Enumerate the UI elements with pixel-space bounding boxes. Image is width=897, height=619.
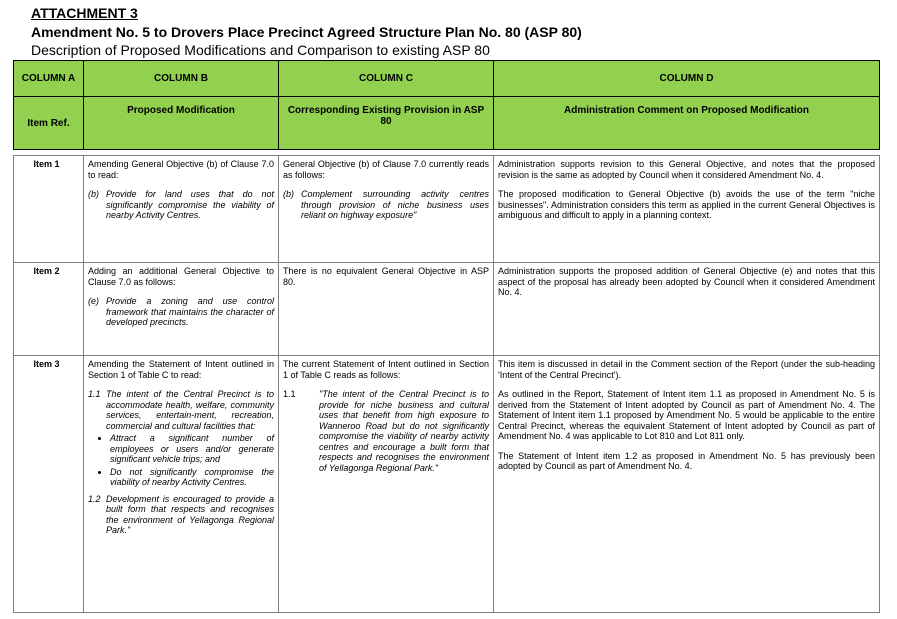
proposed-clause [88, 189, 274, 221]
column-header-table [13, 60, 880, 150]
clause-text: Provide for land uses that do not significantly compromise the viability of nearby Activity Centres. [106, 189, 274, 220]
clause-text: Provide a zoning and use control framework that maintains the character of developed precincts. [106, 296, 274, 327]
document-title: Amendment No. 5 to Drovers Place Precinct Agreed Structure Plan No. 80 (ASP 80) [31, 24, 582, 40]
proposed-modification-cell [84, 156, 279, 263]
column-d-header: COLUMN D [494, 61, 880, 97]
column-c-label: Corresponding Existing Provision in ASP 80 [279, 97, 494, 150]
proposed-clause [88, 296, 274, 328]
existing-provision-cell [279, 356, 494, 613]
proposed-modification-cell [84, 263, 279, 356]
proposed-clause-1-2 [88, 494, 274, 536]
administration-comment-cell [494, 263, 880, 356]
item-ref: Item 3 [14, 356, 84, 613]
comment-paragraph: Administration supports revision to this General Objective, and notes that the proposed revision is the same as adopted by Council when it considered Amendment No. 4. [498, 159, 875, 180]
list-item: • Attract a significant number of employees or users and/or generate significant vehicle trips; and [110, 433, 274, 465]
existing-intro: General Objective (b) of Clause 7.0 currently reads as follows: [283, 159, 489, 180]
items-table [13, 155, 880, 613]
existing-intro: There is no equivalent General Objective in ASP 80. [283, 266, 489, 287]
clause-label: 1.1 [283, 389, 296, 399]
item-ref: Item 2 [14, 263, 84, 356]
table-row [14, 263, 880, 356]
clause-label: (b) [283, 189, 294, 199]
existing-intro: The current Statement of Intent outlined in Section 1 of Table C reads as follows: [283, 359, 489, 380]
column-b-header: COLUMN B [84, 61, 279, 97]
existing-clause [283, 189, 489, 221]
document-description: Description of Proposed Modifications and Comparison to existing ASP 80 [31, 42, 490, 58]
column-b-label: Proposed Modification [84, 97, 279, 150]
table-row [14, 156, 880, 263]
proposed-clause-1-1 [88, 389, 274, 431]
column-letter-row [14, 61, 880, 97]
clause-label: (e) [88, 296, 99, 306]
comment-paragraph: As outlined in the Report, Statement of Intent item 1.1 as proposed in Amendment No. 5 is derived from the Statement of Intent adopted by Council as part of Amendment No. 4. The Statement of Intent item 1.1 proposed by Amendment No. 5 would be applicable to the entire Central Precinct, whereas the equivalent Statement of Intent adopted by Council as part of Amendment No. 4 was applicable to Lot 810 and Lot 811 only. [498, 389, 875, 441]
existing-provision-cell [279, 263, 494, 356]
proposed-intro: Amending the Statement of Intent outlined in Section 1 of Table C to read: [88, 359, 274, 380]
clause-text: Complement surrounding activity centres through provision of niche business uses reliant on highway exposure" [301, 189, 489, 220]
administration-comment-cell [494, 156, 880, 263]
existing-clause [283, 389, 489, 473]
column-a-label: Item Ref. [14, 97, 84, 150]
proposed-intro: Adding an additional General Objective to Clause 7.0 as follows: [88, 266, 274, 287]
administration-comment-cell [494, 356, 880, 613]
comment-paragraph: The proposed modification to General Objective (b) avoids the use of the term "niche businesses". Administration considers this term as applied in the current General Objectives is ambiguous and difficult to apply in a planning context. [498, 189, 875, 220]
proposed-modification-cell [84, 356, 279, 613]
column-label-row [14, 97, 880, 150]
comment-paragraph: The Statement of Intent item 1.2 as proposed in Amendment No. 5 has previously been adopted by Council as part of Amendment No. 4. [498, 450, 875, 471]
existing-provision-cell [279, 156, 494, 263]
comment-paragraph: This item is discussed in detail in the Comment section of the Report (under the sub-heading 'Intent of the Central Precinct'). [498, 359, 875, 380]
clause-label: 1.1 [88, 389, 101, 399]
attachment-heading: ATTACHMENT 3 [31, 5, 138, 21]
column-d-label: Administration Comment on Proposed Modification [494, 97, 880, 150]
table-row [14, 356, 880, 613]
column-c-header: COLUMN C [279, 61, 494, 97]
list-item: • Do not significantly compromise the viability of nearby Activity Centres. [110, 467, 274, 488]
comment-paragraph: Administration supports the proposed addition of General Objective (e) and notes that this aspect of the proposal has already been adopted by Council when it considered Amendment No. 4. [498, 266, 875, 297]
clause-text: "The intent of the Central Precinct is to provide for niche business and cultural uses that benefit from high exposure to Wanneroo Road but do not significantly compromise the viability of nearby activity centres and encourage a built form that respects and recognises the environment of Yellagonga Regional Park." [319, 389, 489, 473]
clause-text: The intent of the Central Precinct is to accommodate health, welfare, community services, entertain-ment, recreation, commercial and cultural facilities that: [106, 389, 274, 431]
proposed-intro: Amending General Objective (b) of Clause 7.0 to read: [88, 159, 274, 180]
clause-label: (b) [88, 189, 99, 199]
column-a-header: COLUMN A [14, 61, 84, 97]
clause-text: Development is encouraged to provide a built form that respects and recognises the environment of Yellagonga Regional Park." [106, 493, 274, 535]
item-ref: Item 1 [14, 156, 84, 263]
clause-bullet-list [88, 433, 274, 488]
clause-label: 1.2 [88, 493, 101, 504]
